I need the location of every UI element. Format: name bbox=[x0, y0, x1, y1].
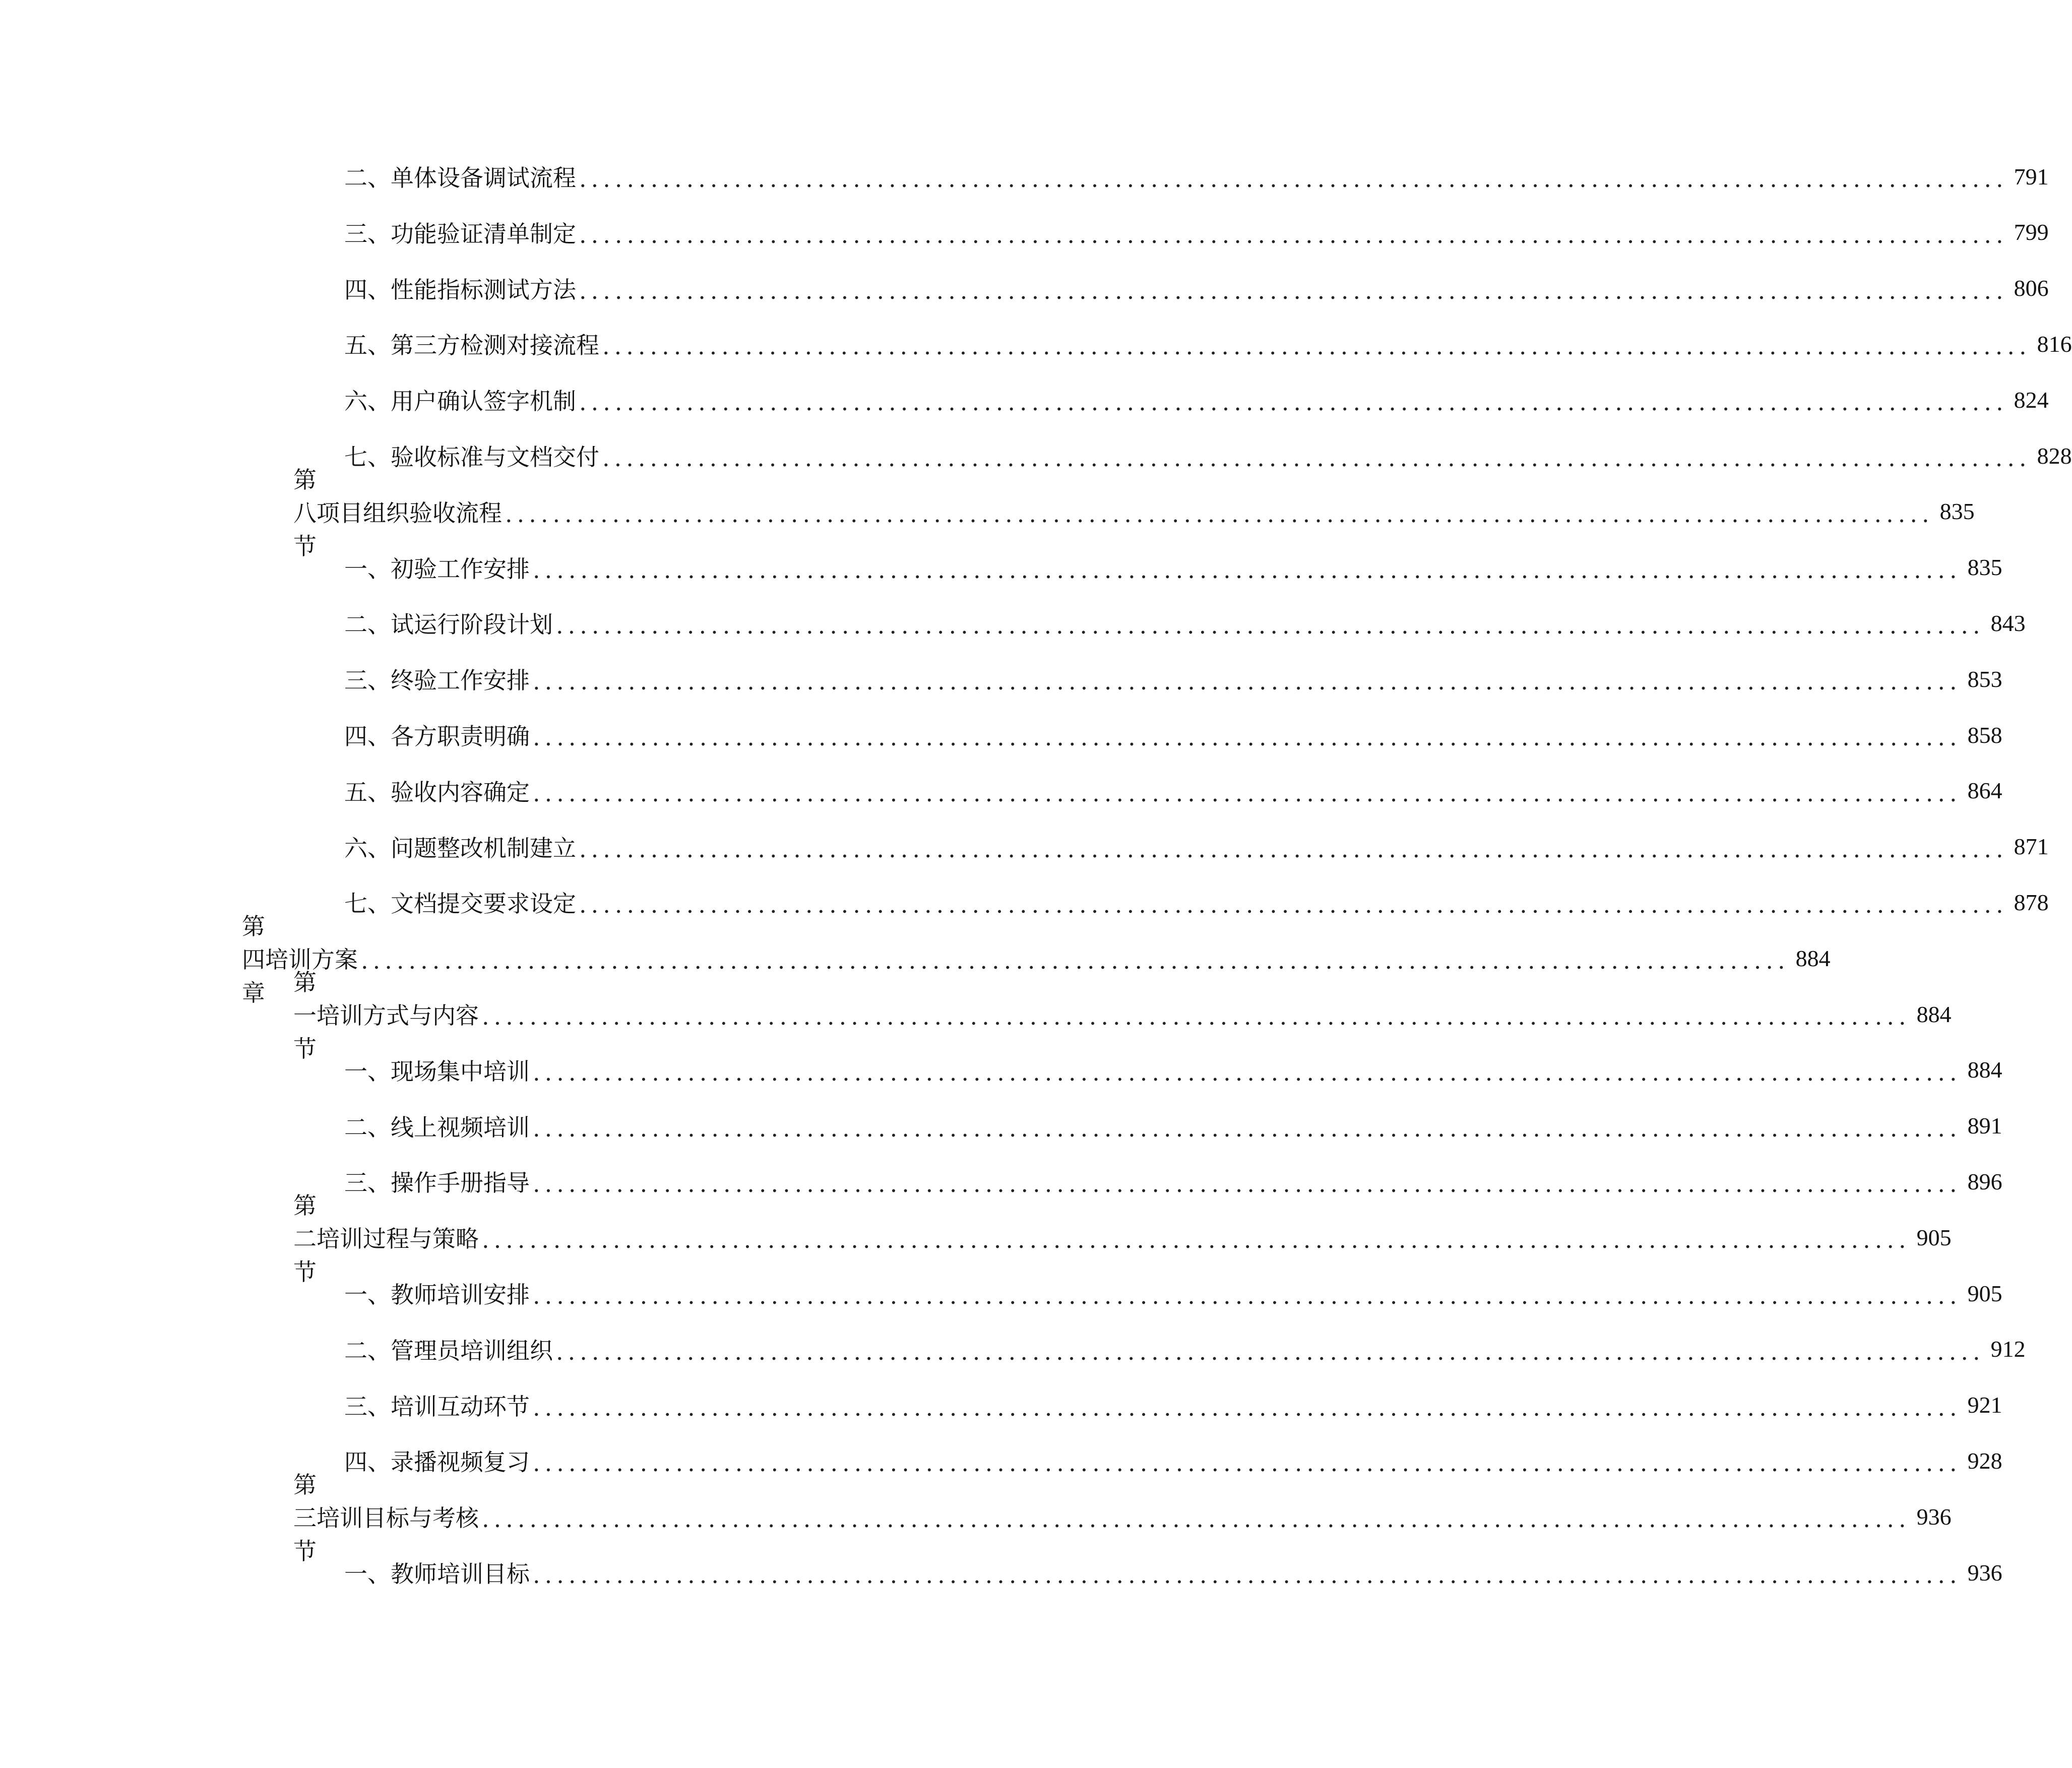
dot-leader: ........................................................................................................................ bbox=[556, 1338, 1985, 1365]
dot-leader: ........................................................................................................................ bbox=[579, 221, 2008, 248]
dot-leader: ........................................................................................................................ bbox=[579, 389, 2008, 416]
toc-entry-title: 各方职责明确 bbox=[391, 723, 530, 750]
toc-entry[interactable] bbox=[344, 766, 2002, 816]
toc-entry-number: 七、 bbox=[344, 444, 391, 471]
toc-entry-title: 用户确认签字机制 bbox=[391, 388, 576, 415]
toc-entry-title: 终验工作安排 bbox=[391, 667, 530, 694]
toc-entry-number: 二、 bbox=[344, 164, 391, 192]
toc-entry[interactable] bbox=[344, 542, 2002, 593]
toc-entry-number: 五、 bbox=[344, 332, 391, 359]
toc-entry[interactable] bbox=[344, 710, 2002, 760]
toc-entry-number: 第八节 bbox=[293, 466, 317, 560]
dot-leader: ........................................................................................................................ bbox=[482, 1003, 1911, 1030]
toc-entry-title: 功能验证清单制定 bbox=[391, 220, 576, 247]
toc-entry[interactable] bbox=[344, 654, 2002, 704]
toc-entry-title: 培训互动环节 bbox=[391, 1393, 530, 1420]
toc-entry-title: 文档提交要求设定 bbox=[391, 890, 576, 918]
toc-entry-title: 性能指标测试方法 bbox=[391, 276, 576, 303]
toc-entry-number: 三、 bbox=[344, 1393, 391, 1420]
toc-entry[interactable] bbox=[344, 1156, 2002, 1207]
toc-entry[interactable] bbox=[344, 207, 2049, 258]
toc-entry-number: 第二节 bbox=[293, 1192, 317, 1286]
toc-entry-number: 二、 bbox=[344, 1113, 391, 1141]
toc-entry-page: 936 bbox=[1916, 1503, 1952, 1530]
dot-leader: ........................................................................................................................ bbox=[533, 1170, 1962, 1198]
toc-entry-number: 五、 bbox=[344, 778, 391, 806]
toc-entry-page: 858 bbox=[1967, 722, 2002, 748]
toc-entry-title: 培训方案 bbox=[265, 946, 358, 974]
dot-leader: ........................................................................................................................ bbox=[533, 668, 1962, 696]
toc-entry[interactable] bbox=[344, 1324, 2026, 1374]
dot-leader: ........................................................................................................................ bbox=[602, 445, 2031, 472]
toc-entry-page: 928 bbox=[1967, 1447, 2002, 1474]
toc-entry-title: 录播视频复习 bbox=[391, 1448, 530, 1476]
toc-entry[interactable] bbox=[344, 430, 2072, 481]
toc-entry-page: 828 bbox=[2037, 443, 2072, 469]
toc-entry-page: 896 bbox=[1967, 1168, 2002, 1194]
toc-entry-title: 验收内容确定 bbox=[391, 778, 530, 806]
toc-entry[interactable] bbox=[293, 1192, 1952, 1286]
dot-leader: ........................................................................................................................ bbox=[533, 1561, 1962, 1589]
dot-leader: ........................................................................................................................ bbox=[533, 1114, 1962, 1142]
dot-leader: ........................................................................................................................ bbox=[579, 165, 2008, 193]
toc-entry[interactable] bbox=[293, 1471, 1952, 1565]
toc-entry[interactable] bbox=[344, 319, 2072, 369]
toc-entry-number: 第四章 bbox=[242, 913, 265, 1007]
toc-entry-title: 验收标准与文档交付 bbox=[391, 444, 599, 471]
toc-entry[interactable] bbox=[344, 151, 2049, 202]
toc-entry-number: 四、 bbox=[344, 1448, 391, 1476]
dot-leader: ........................................................................................................................ bbox=[533, 1282, 1962, 1309]
toc-entry-title: 管理员培训组织 bbox=[391, 1337, 553, 1364]
toc-entry-number: 二、 bbox=[344, 1337, 391, 1364]
toc-entry-title: 单体设备调试流程 bbox=[391, 164, 576, 192]
toc-entry-title: 培训过程与策略 bbox=[317, 1225, 479, 1253]
toc-entry[interactable] bbox=[344, 1547, 2002, 1598]
toc-entry-title: 第三方检测对接流程 bbox=[391, 332, 599, 359]
toc-entry[interactable] bbox=[242, 913, 1831, 1007]
toc-entry-page: 891 bbox=[1967, 1113, 2002, 1139]
toc-entry-number: 四、 bbox=[344, 276, 391, 303]
toc-entry-title: 培训目标与考核 bbox=[317, 1504, 479, 1532]
toc-entry-page: 835 bbox=[1967, 554, 2002, 581]
toc-entry-page: 799 bbox=[2014, 219, 2049, 245]
dot-leader: ........................................................................................................................ bbox=[533, 724, 1962, 751]
toc-entry[interactable] bbox=[344, 598, 2026, 648]
toc-entry-number: 六、 bbox=[344, 834, 391, 862]
toc-entry-page: 884 bbox=[1795, 945, 1831, 971]
toc-entry-number: 第三节 bbox=[293, 1471, 317, 1565]
dot-leader: ........................................................................................................................ bbox=[579, 835, 2008, 863]
toc-entry[interactable] bbox=[344, 822, 2049, 872]
toc-entry-number: 三、 bbox=[344, 220, 391, 247]
toc-entry-title: 问题整改机制建立 bbox=[391, 834, 576, 862]
toc-entry-page: 912 bbox=[1990, 1336, 2026, 1362]
toc-entry-title: 初验工作安排 bbox=[391, 555, 530, 583]
dot-leader: ........................................................................................................................ bbox=[361, 947, 1790, 975]
toc-entry-number: 一、 bbox=[344, 1560, 391, 1588]
dot-leader: ........................................................................................................................ bbox=[533, 1449, 1962, 1477]
toc-entry-title: 操作手册指导 bbox=[391, 1169, 530, 1197]
toc-entry-number: 一、 bbox=[344, 1281, 391, 1308]
toc-entry-title: 试运行阶段计划 bbox=[391, 611, 553, 639]
dot-leader: ........................................................................................................................ bbox=[482, 1505, 1911, 1533]
toc-entry[interactable] bbox=[344, 1380, 2002, 1430]
dot-leader: ........................................................................................................................ bbox=[482, 1226, 1911, 1254]
toc-entry[interactable] bbox=[293, 466, 1975, 560]
toc-entry[interactable] bbox=[344, 877, 2049, 927]
toc-entry-title: 教师培训目标 bbox=[391, 1560, 530, 1588]
dot-leader: ........................................................................................................................ bbox=[556, 612, 1985, 640]
toc-entry[interactable] bbox=[344, 1268, 2002, 1318]
toc-entry-page: 921 bbox=[1967, 1392, 2002, 1418]
toc-entry-number: 一、 bbox=[344, 1057, 391, 1085]
toc-entry-page: 936 bbox=[1967, 1559, 2002, 1586]
toc-entry-number: 四、 bbox=[344, 723, 391, 750]
toc-entry-number: 六、 bbox=[344, 388, 391, 415]
dot-leader: ........................................................................................................................ bbox=[533, 779, 1962, 807]
toc-entry-page: 791 bbox=[2014, 163, 2049, 190]
toc-entry[interactable] bbox=[344, 1435, 2002, 1486]
toc-entry[interactable] bbox=[344, 1101, 2002, 1151]
dot-leader: ........................................................................................................................ bbox=[533, 1058, 1962, 1086]
toc-entry-page: 871 bbox=[2014, 834, 2049, 860]
toc-entry-title: 线上视频培训 bbox=[391, 1113, 530, 1141]
toc-entry-page: 843 bbox=[1990, 610, 2026, 636]
toc-entry-page: 816 bbox=[2037, 331, 2072, 357]
toc-entry-number: 一、 bbox=[344, 555, 391, 583]
toc-entry-page: 835 bbox=[1939, 498, 1975, 525]
toc-entry-number: 三、 bbox=[344, 1169, 391, 1197]
toc-entry[interactable] bbox=[344, 374, 2049, 425]
dot-leader: ........................................................................................................................ bbox=[533, 556, 1962, 584]
toc-entry[interactable] bbox=[344, 263, 2049, 313]
toc-entry-page: 864 bbox=[1967, 778, 2002, 804]
toc-entry-page: 884 bbox=[1916, 1001, 1952, 1027]
toc-entry-page: 806 bbox=[2014, 275, 2049, 301]
toc-entry-number: 二、 bbox=[344, 611, 391, 639]
toc-entry-page: 905 bbox=[1916, 1224, 1952, 1250]
dot-leader: ........................................................................................................................ bbox=[533, 1394, 1962, 1421]
toc-entry-title: 项目组织验收流程 bbox=[317, 499, 502, 527]
toc-entry-title: 培训方式与内容 bbox=[317, 1002, 479, 1029]
dot-leader: ........................................................................................................................ bbox=[579, 277, 2008, 304]
toc-entry-title: 教师培训安排 bbox=[391, 1281, 530, 1308]
toc-entry-page: 853 bbox=[1967, 666, 2002, 692]
toc-entry-number: 第一节 bbox=[293, 969, 317, 1062]
toc-entry-title: 现场集中培训 bbox=[391, 1057, 530, 1085]
dot-leader: ........................................................................................................................ bbox=[602, 333, 2031, 360]
toc-entry-page: 905 bbox=[1967, 1280, 2002, 1306]
toc-entry-number: 三、 bbox=[344, 667, 391, 694]
dot-leader: ........................................................................................................................ bbox=[579, 891, 2008, 919]
toc-entry-page: 824 bbox=[2014, 387, 2049, 413]
toc-entry[interactable] bbox=[293, 969, 1952, 1062]
dot-leader: ........................................................................................................................ bbox=[505, 500, 1934, 528]
toc-entry-number: 七、 bbox=[344, 890, 391, 918]
toc-entry-page: 878 bbox=[2014, 889, 2049, 915]
toc-entry[interactable] bbox=[344, 1045, 2002, 1095]
toc-entry-page: 884 bbox=[1967, 1057, 2002, 1083]
